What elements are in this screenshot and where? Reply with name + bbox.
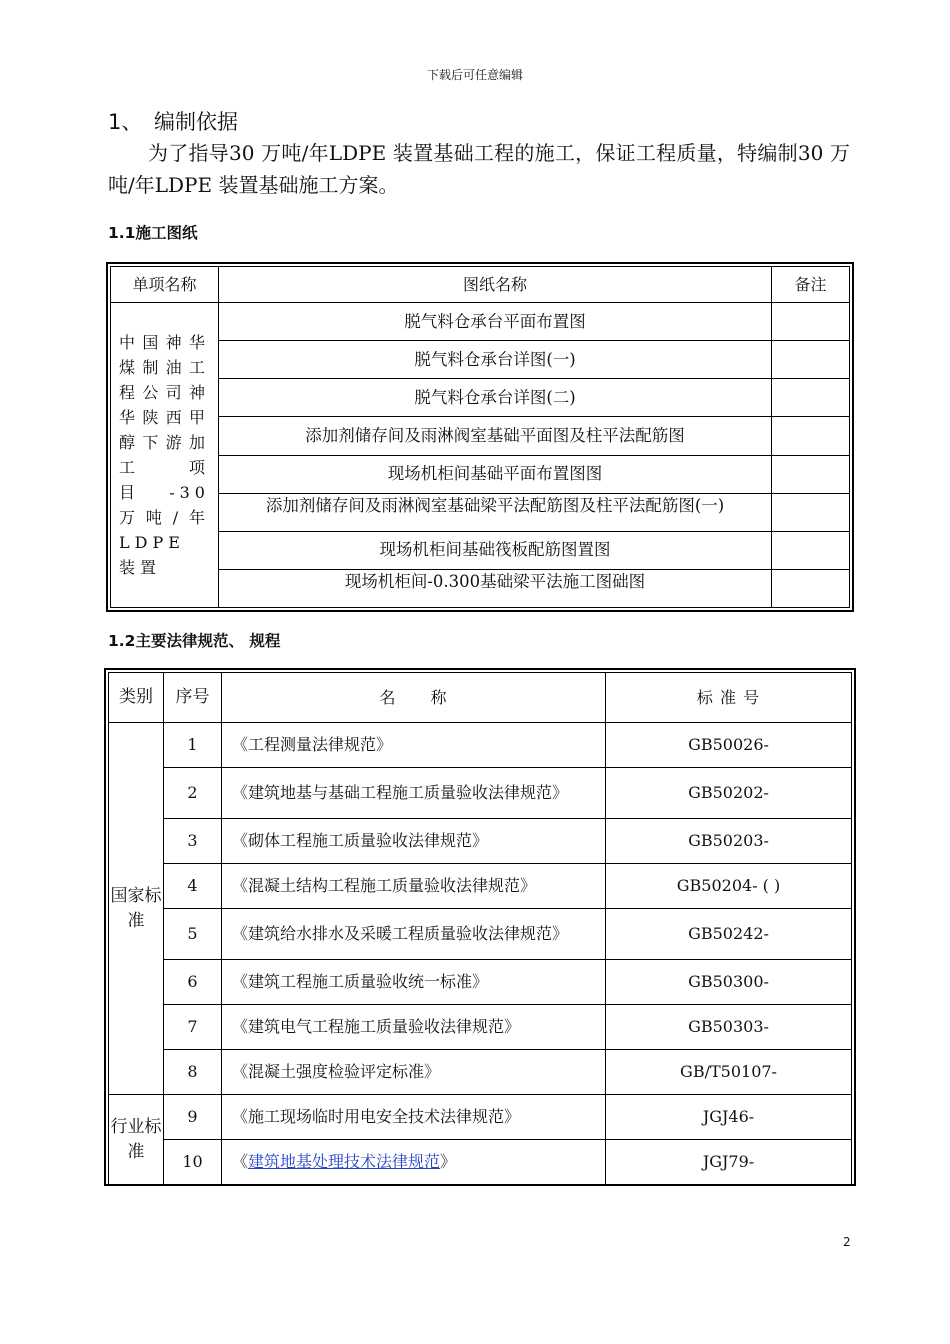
table-row [109, 723, 852, 768]
standard-name: 《建筑给水排水及采暖工程质量验收法律规范》 [222, 909, 606, 960]
remark-cell [772, 531, 850, 569]
remark-cell [772, 341, 850, 379]
category-cell-industry: 行业标准 [109, 1095, 164, 1185]
table-row [111, 531, 850, 569]
standard-name: 《建筑电气工程施工质量验收法律规范》 [222, 1005, 606, 1050]
drawing-name: 添加剂储存间及雨淋阀室基础平面图及柱平法配筋图 [219, 417, 772, 455]
header-category: 类别 [109, 673, 164, 723]
standard-name: 《建筑工程施工质量验收统一标准》 [222, 960, 606, 1005]
drawing-name: 添加剂储存间及雨淋阀室基础梁平法配筋图及柱平法配筋图(一) [219, 493, 772, 531]
standard-code: GB50203- [606, 819, 852, 864]
codes-table [108, 672, 852, 1185]
standard-name: 《混凝土强度检验评定标准》 [222, 1050, 606, 1095]
table-row [111, 303, 850, 341]
drawing-name: 脱气料仓承台详图(二) [219, 379, 772, 417]
section-heading [108, 106, 238, 136]
drawing-name: 现场机柜间基础平面布置图图 [219, 455, 772, 493]
seq-cell: 6 [164, 960, 222, 1005]
seq-cell: 7 [164, 1005, 222, 1050]
seq-cell: 1 [164, 723, 222, 768]
section-title: 编制依据 [154, 110, 238, 134]
drawing-name: 脱气料仓承台详图(一) [219, 341, 772, 379]
standard-name: 《施工现场临时用电安全技术法律规范》 [222, 1095, 606, 1140]
table-row [111, 341, 850, 379]
open-bracket: 《 [232, 1152, 249, 1171]
table-row [111, 417, 850, 455]
seq-cell: 2 [164, 768, 222, 819]
seq-cell: 3 [164, 819, 222, 864]
subsection-title-drawings: 1.1施工图纸 [108, 224, 198, 242]
drawing-name: 现场机柜间基础筏板配筋图置图 [219, 531, 772, 569]
drawings-table [110, 266, 850, 608]
table-row [109, 960, 852, 1005]
standard-code: GB50242- [606, 909, 852, 960]
seq-cell: 8 [164, 1050, 222, 1095]
table-row [109, 1050, 852, 1095]
seq-cell: 10 [164, 1140, 222, 1185]
table-row [109, 819, 852, 864]
table-row [109, 768, 852, 819]
drawing-name: 脱气料仓承台平面布置图 [219, 303, 772, 341]
standard-code: GB50300- [606, 960, 852, 1005]
drawings-table-frame [106, 262, 854, 612]
standard-code: GB50204- ( ) [606, 864, 852, 909]
standard-name: 《工程测量法律规范》 [222, 723, 606, 768]
remark-cell [772, 455, 850, 493]
standard-code: GB/T50107- [606, 1050, 852, 1095]
table-header-row [109, 673, 852, 723]
standard-code: JGJ79- [606, 1140, 852, 1185]
seq-cell: 9 [164, 1095, 222, 1140]
remark-cell [772, 379, 850, 417]
table-row [109, 864, 852, 909]
table-row [111, 379, 850, 417]
page-number: 2 [843, 1235, 851, 1249]
table-row [111, 493, 850, 531]
standard-name: 《砌体工程施工质量验收法律规范》 [222, 819, 606, 864]
table-row [111, 455, 850, 493]
standard-name [222, 1140, 606, 1185]
standard-name-link[interactable]: 建筑地基处理技术法律规范 [248, 1152, 441, 1171]
remark-cell [772, 569, 850, 607]
close-bracket: 》 [440, 1152, 457, 1171]
project-name-cell: 中国神华煤制油工程公司神华陕西甲醇下游加工项目-30 万吨/年 LDPE 装置 [111, 303, 219, 608]
subsection-title-codes: 1.2主要法律规范、 规程 [108, 632, 281, 650]
standard-code: GB50202- [606, 768, 852, 819]
header-remark: 备注 [772, 267, 850, 303]
table-row [111, 569, 850, 607]
table-row [109, 1095, 852, 1140]
category-cell-national: 国家标准 [109, 723, 164, 1095]
standard-code: JGJ46- [606, 1095, 852, 1140]
remark-cell [772, 493, 850, 531]
standard-code: GB50303- [606, 1005, 852, 1050]
standard-code: GB50026- [606, 723, 852, 768]
codes-table-frame [104, 668, 856, 1186]
intro-paragraph: 为了指导30 万吨/年LDPE 装置基础工程的施工，保证工程质量，特编制30 万吨/年LDPE 装置基础施工方案。 [108, 141, 850, 197]
remark-cell [772, 417, 850, 455]
header-code: 标 准 号 [606, 673, 852, 723]
standard-name: 《建筑地基与基础工程施工质量验收法律规范》 [222, 768, 606, 819]
seq-cell: 5 [164, 909, 222, 960]
header-drawing-name: 图纸名称 [219, 267, 772, 303]
header-item-name: 单项名称 [111, 267, 219, 303]
drawing-name: 现场机柜间-0.300基础梁平法施工图础图 [219, 569, 772, 607]
table-header-row [111, 267, 850, 303]
page-header: 下载后可任意编辑 [426, 68, 523, 82]
header-name: 名 称 [222, 673, 606, 723]
table-row [109, 1140, 852, 1185]
table-row [109, 1005, 852, 1050]
standard-name: 《混凝土结构工程施工质量验收法律规范》 [222, 864, 606, 909]
remark-cell [772, 303, 850, 341]
table-row [109, 909, 852, 960]
section-number: 1、 [108, 110, 143, 134]
seq-cell: 4 [164, 864, 222, 909]
header-seq: 序号 [164, 673, 222, 723]
